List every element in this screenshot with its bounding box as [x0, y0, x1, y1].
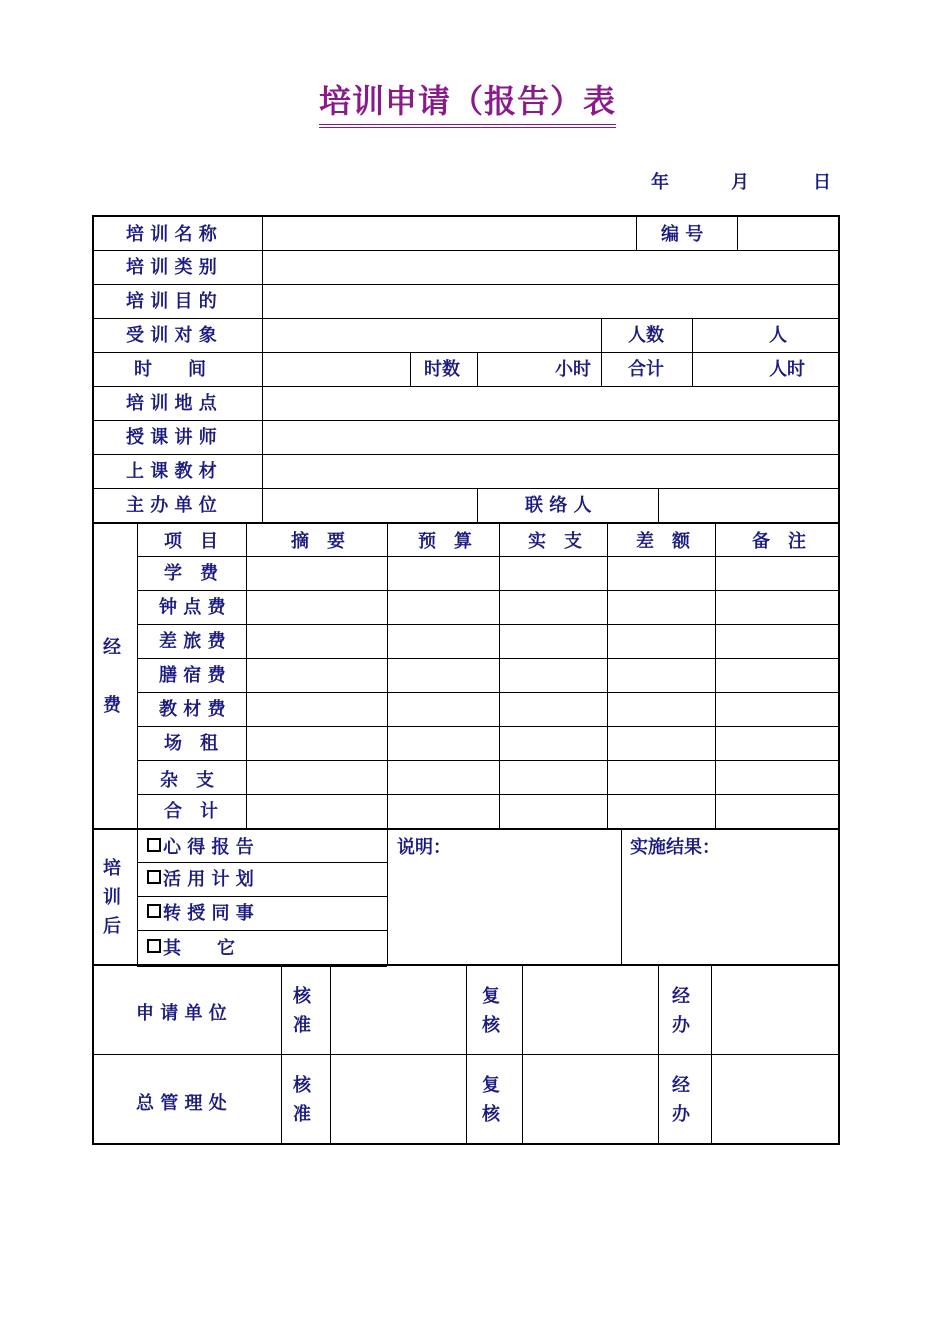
expense-header-item: 项 目: [164, 531, 218, 552]
expense-header-difference: 差 额: [636, 531, 690, 552]
review-label-2a: 复: [482, 1075, 500, 1096]
material-label: 上 课 教 材: [126, 461, 217, 482]
review-label-1a: 复: [482, 986, 500, 1007]
review-label-1b: 核: [482, 1015, 500, 1036]
expense-item-material: 教 材 费: [159, 699, 226, 720]
after-side-label-2: 训: [103, 887, 121, 908]
training-category-label: 培 训 类 别: [126, 257, 217, 278]
expense-item-travel: 差 旅 费: [159, 631, 226, 652]
handle-label-1a: 经: [672, 986, 690, 1007]
time-label: 时 间: [134, 359, 206, 380]
review-label-2b: 核: [482, 1104, 500, 1125]
note-label: 说明：: [397, 837, 451, 858]
option-report[interactable]: 心 得 报 告: [147, 837, 254, 859]
total-label: 合计: [628, 359, 664, 380]
expense-header-remark: 备 注: [752, 531, 806, 552]
lecturer-label: 授 课 讲 师: [126, 427, 217, 448]
expense-side-label-1: 经: [103, 637, 121, 658]
general-office-label: 总 管 理 处: [136, 1093, 227, 1114]
expense-header-budget: 预 算: [418, 531, 472, 552]
expense-side-label-2: 费: [103, 695, 121, 716]
expense-header-summary: 摘 要: [291, 531, 345, 552]
date-year-label: 年: [651, 172, 669, 193]
training-name-label: 培 训 名 称: [126, 224, 217, 245]
audience-label: 受 训 对 象: [126, 325, 217, 346]
option-plan[interactable]: 活 用 计 划: [147, 869, 254, 891]
host-unit-label: 主 办 单 位: [126, 495, 217, 516]
approve-label-1b: 准: [293, 1015, 311, 1036]
after-side-label-1: 培: [103, 858, 121, 879]
page-title: 培训申请（报告）表: [0, 76, 935, 128]
contact-label: 联 络 人: [525, 495, 592, 516]
handle-label-1b: 办: [672, 1015, 690, 1036]
date-month-label: 月: [731, 172, 749, 193]
expense-item-venue: 场 租: [164, 733, 218, 754]
checkbox-plan[interactable]: [147, 870, 161, 884]
handle-label-2b: 办: [672, 1104, 690, 1125]
after-side-label-3: 后: [103, 916, 121, 937]
expense-item-misc: 杂 支: [160, 770, 214, 791]
number-label: 编 号: [661, 224, 704, 245]
hour-unit-label: 小时: [555, 359, 591, 380]
result-label: 实施结果：: [630, 837, 720, 858]
hours-label: 时数: [424, 359, 460, 380]
checkbox-other[interactable]: [147, 939, 161, 953]
approve-label-2a: 核: [293, 1075, 311, 1096]
handle-label-2a: 经: [672, 1075, 690, 1096]
approve-label-2b: 准: [293, 1104, 311, 1125]
option-transfer[interactable]: 转 授 同 事: [147, 903, 254, 925]
expense-item-tuition: 学 费: [164, 563, 218, 584]
person-unit-label: 人: [769, 325, 787, 346]
checkbox-transfer[interactable]: [147, 904, 161, 918]
approve-label-1a: 核: [293, 986, 311, 1007]
expense-item-total: 合 计: [164, 801, 218, 822]
expense-item-hourly-fee: 钟 点 费: [159, 597, 226, 618]
headcount-label: 人数: [628, 325, 664, 346]
checkbox-report[interactable]: [147, 838, 161, 852]
expense-header-actual: 实 支: [528, 531, 582, 552]
option-other[interactable]: 其 它: [147, 938, 235, 960]
date-day-label: 日: [813, 172, 831, 193]
person-hour-unit-label: 人时: [769, 359, 805, 380]
location-label: 培 训 地 点: [126, 393, 217, 414]
expense-item-board: 膳 宿 费: [159, 665, 226, 686]
training-purpose-label: 培 训 目 的: [126, 291, 217, 312]
applicant-unit-label: 申 请 单 位: [136, 1003, 227, 1024]
